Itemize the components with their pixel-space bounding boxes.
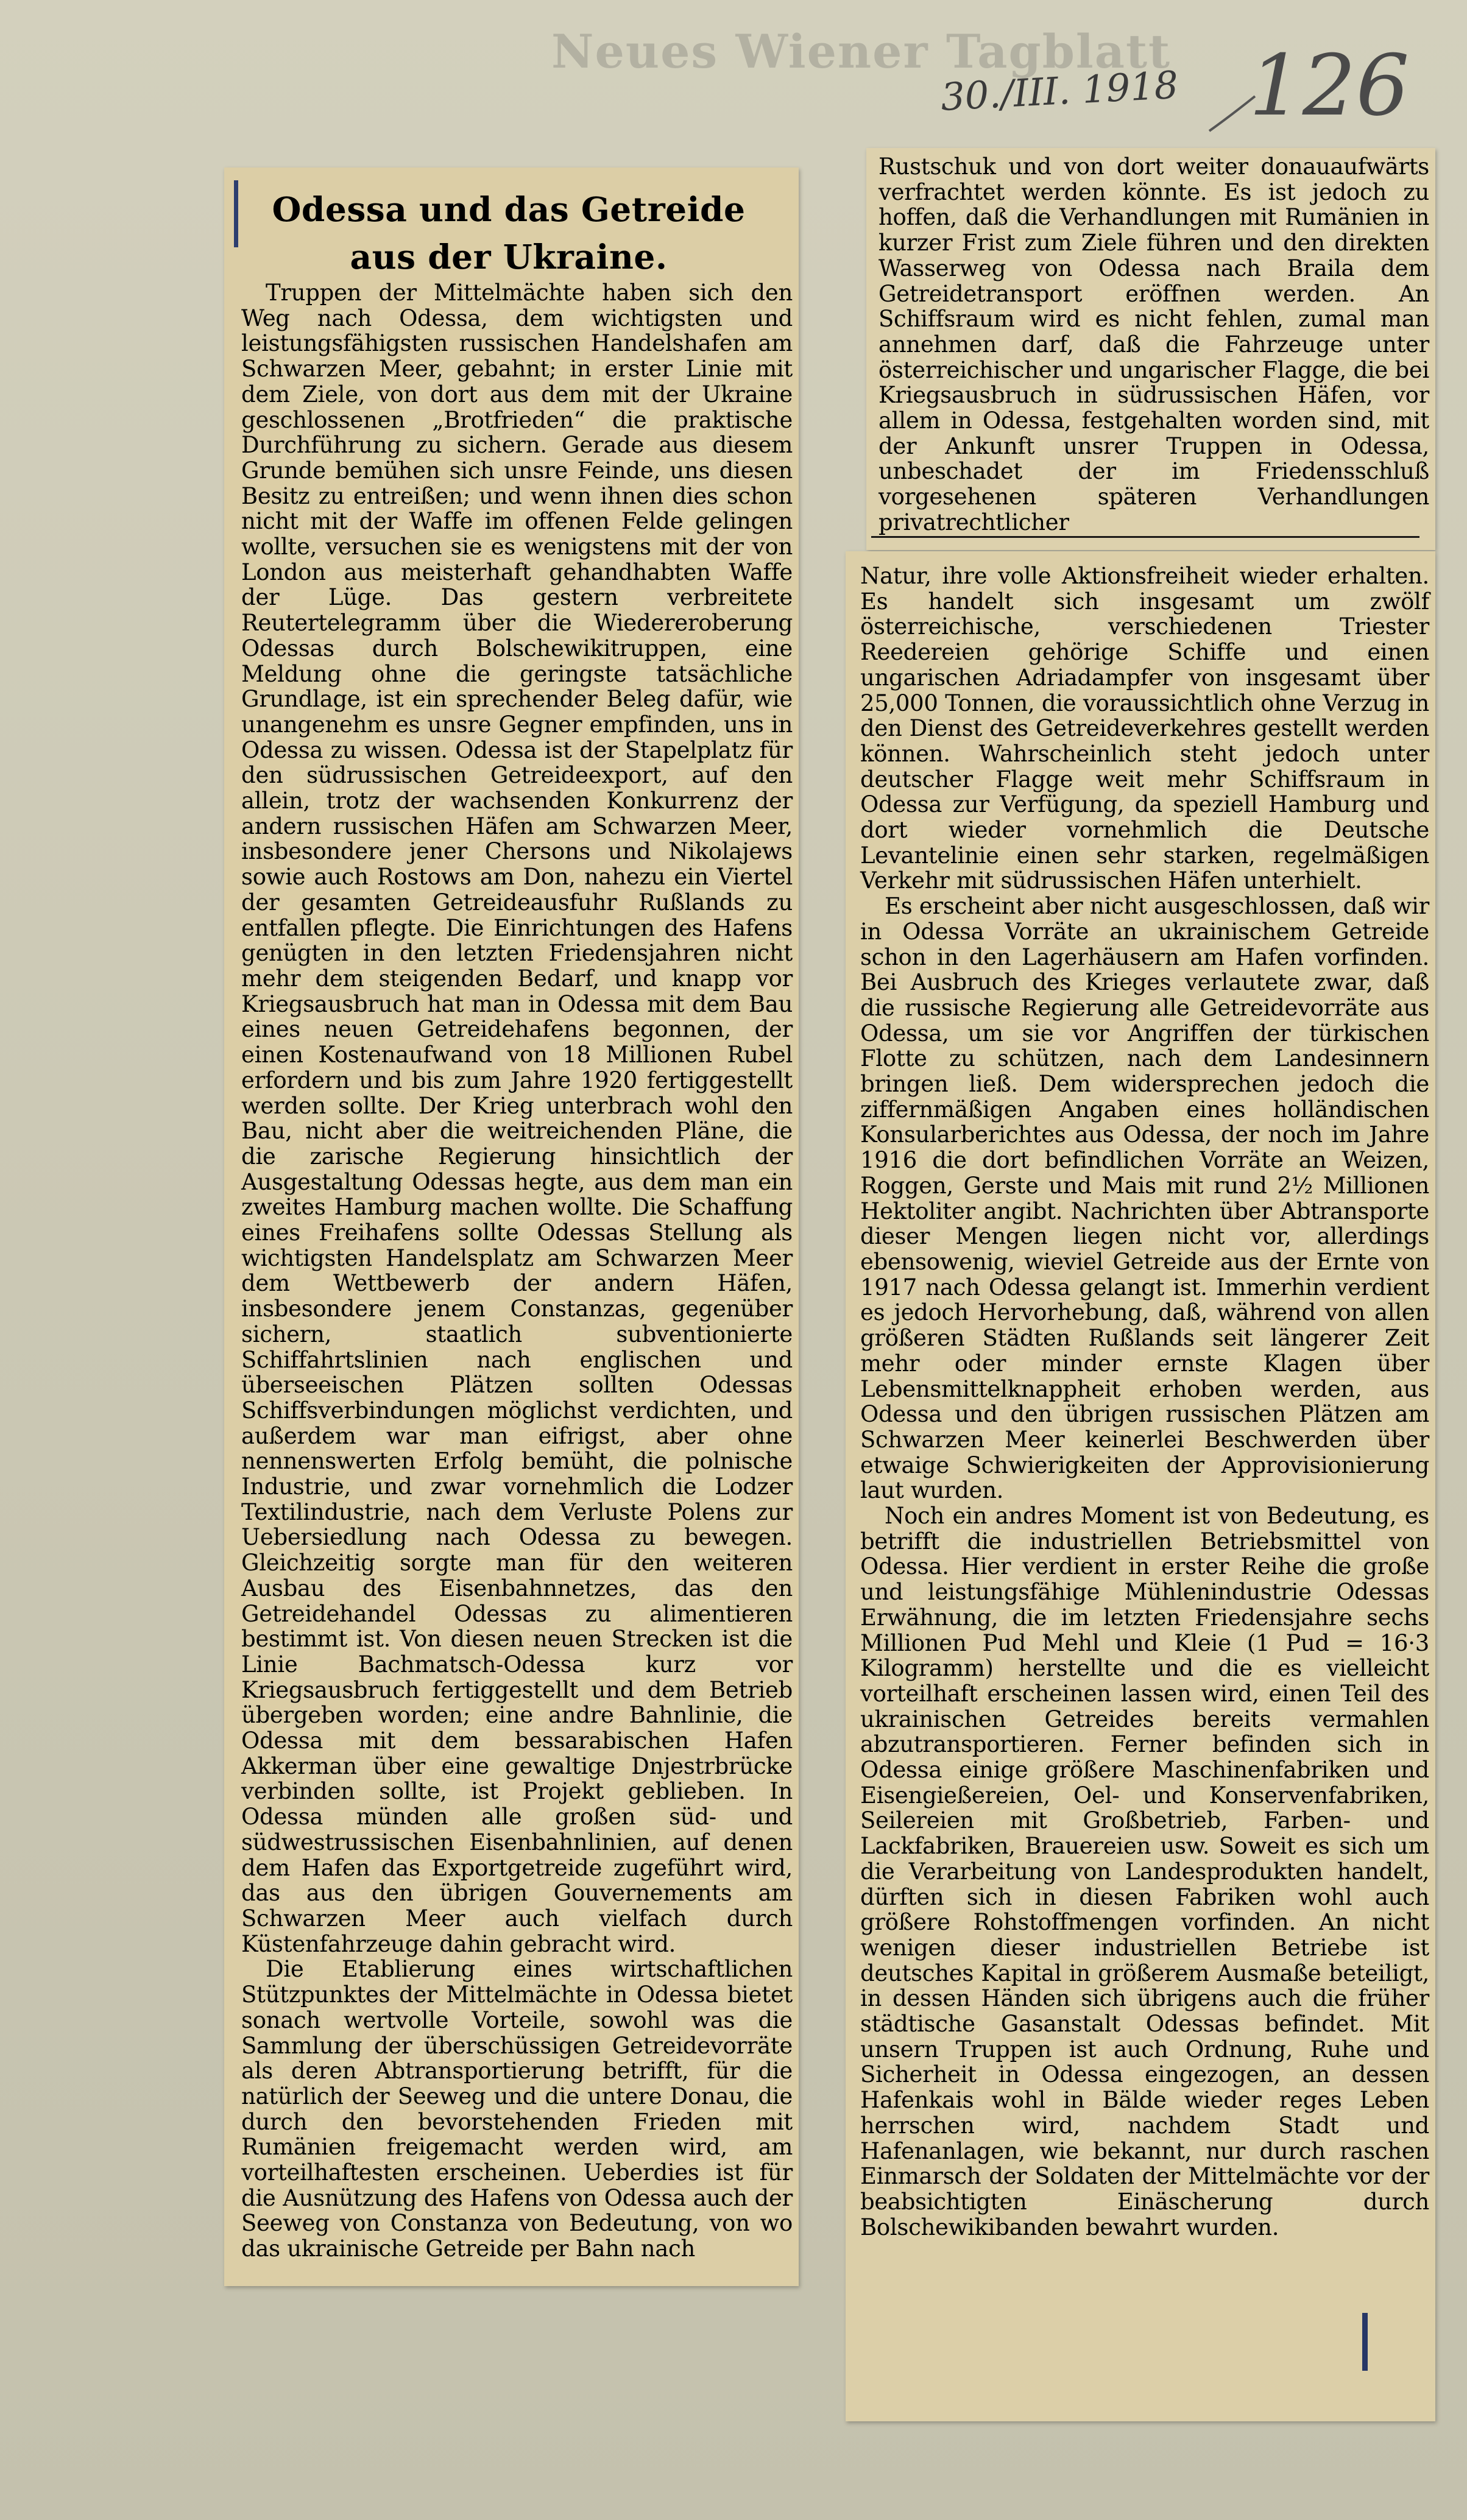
newspaper-name-stamp: Neues Wiener Tagblatt (551, 24, 1172, 79)
underline-rule (871, 536, 1419, 538)
paragraph: Noch ein andres Moment ist von Bedeutung, es betrifft die industriellen Betriebsmittel von Odessa. Hier verdient in erster Reihe die große und leistungsfähige Mühlenindustrie Odessas Erwähnung, die im letzten Friedensjahre sechs Millionen Pud Mehl und Kleie (1 Pud = 16·3 Kilogramm) herstellte und die es vielleicht vorteilhaft erscheinen lassen wird, einen Teil des ukrainischen Getreides bereits vermahlen abzutransportieren. Ferner befinden sich in Odessa einige größere Maschinenfabriken und Eisengießereien, Oel- und Konservenfabriken, Seilereien mit Großbetrieb, Farben- und Lackfabriken, Brauereien usw. Soweit es sich um die Verarbeitung von Landesprodukten handelt, dürften sich in diesen Fabriken wohl auch größere Rohstoffmengen vorfinden. An nicht wenigen dieser industriellen Betriebe ist deutsches Kapital in größerem Ausmaße beteiligt, in dessen Händen sich übrigens auch die früher städtische Gasanstalt Odessas befindet. Mit unsern Truppen ist auch Ordnung, Ruhe und Sicherheit in Odessa eingezogen, an dessen Hafenkais wohl in Bälde wieder reges Leben herrschen wird, nachdem Stadt und Hafenanlagen, wie bekannt, nur durch raschen Einmarsch der Soldaten der Mittelmächte vor der beabsichtigten Einäscherung durch Bolschewikibanden bewahrt wurden. (860, 1503, 1429, 2240)
handwritten-date: 30./III. 1918 (939, 62, 1179, 119)
article-headline: Odessa und das Getreide aus der Ukraine. (272, 189, 746, 277)
paragraph: Truppen der Mittelmächte haben sich den Weg nach Odessa, dem wichtigsten und leistungsfähigsten russischen Handelshafen am Schwarzen Meer, gebahnt; in erster Linie mit dem Ziele, von dort aus dem mit der Ukraine geschlossenen „Brotfrieden“ die praktische Durchführung zu sichern. Gerade aus diesem Grunde bemühen sich unsre Feinde, uns diesen Besitz zu entreißen; und wenn ihnen dies schon nicht mit der Waffe im offenen Felde gelingen wollte, versuchen sie es wenigstens mit der von London aus meisterhaft gehandhabten Waffe der Lüge. Das gestern verbreitete Reutertelegramm über die Wiedereroberung Odessas durch Bolschewikitruppen, eine Meldung ohne die geringste tatsächliche Grundlage, ist ein sprechender Beleg dafür, wie unangenehm es unsre Gegner empfinden, uns in Odessa zu wissen. Odessa ist der Stapelplatz für den südrussischen Getreideexport, auf den allein, trotz der wachsenden Konkurrenz der andern russischen Häfen am Schwarzen Meer, insbesondere jener Chersons und Nikolajews sowie auch Rostows am Don, nahezu ein Viertel der gesamten Getreideausfuhr Rußlands zu entfallen pflegte. Die Einrichtungen des Hafens genügten in den letzten Friedensjahren nicht mehr dem steigenden Bedarf, und knapp vor Kriegsausbruch hat man in Odessa mit dem Bau eines neuen Getreidehafens begonnen, der einen Kostenaufwand von 18 Millionen Rubel erfordern und bis zum Jahre 1920 fertiggestellt werden sollte. Der Krieg unterbrach wohl den Bau, nicht aber die weitreichenden Pläne, die die zarische Regierung hinsichtlich der Ausgestaltung Odessas hegte, aus dem man ein zweites Hamburg machen wollte. Die Schaffung eines Freihafens sollte Odessas Stellung als wichtigsten Handelsplatz am Schwarzen Meer dem Wettbewerb der andern Häfen, insbesondere jenem Constanzas, gegenüber sichern, staatlich subventionierte Schiffahrtslinien nach englischen und überseeischen Plätzen sollten Odessas Schiffsverbindungen möglichst verdichten, und außerdem war man eifrigst, aber ohne nennenswerten Erfolg bemüht, die polnische Industrie, und zwar vornehmlich die Lodzer Textilindustrie, nach dem Verluste Polens zur Uebersiedlung nach Odessa zu bewegen. Gleichzeitig sorgte man für den weiteren Ausbau des Eisenbahnnetzes, das den Getreidehandel Odessas zu alimentieren bestimmt ist. Von diesen neuen Strecken ist die Linie Bachmatsch-Odessa kurz vor Kriegsausbruch fertiggestellt und dem Betrieb übergeben worden; eine andre Bahnlinie, die Odessa mit dem bessarabischen Hafen Akkerman über eine gewaltige Dnjestrbrücke verbinden sollte, ist Projekt geblieben. In Odessa münden alle großen süd- und südwestrussischen Eisenbahnlinien, auf denen dem Hafen das Exportgetreide zugeführt wird, das aus den übrigen Gouvernements am Schwarzen Meer auch vielfach durch Küstenfahrzeuge dahin gebracht wird. (241, 280, 793, 1957)
paragraph: Es erscheint aber nicht ausgeschlossen, daß wir in Odessa Vorräte an ukrainischem Getreide schon in den Lagerhäusern am Hafen vorfinden. Bei Ausbruch des Krieges verlautete zwar, daß die russische Regierung alle Getreidevorräte aus Odessa, um sie vor Angriffen der türkischen Flotte zu schützen, nach dem Landesinnern bringen ließ. Dem widersprechen jedoch die ziffernmäßigen Angaben eines holländischen Konsularberichtes aus Odessa, der noch im Jahre 1916 die dort befindlichen Vorräte an Weizen, Roggen, Gerste und Mais mit rund 2½ Millionen Hektoliter angibt. Nachrichten über Abtransporte dieser Mengen liegen nicht vor, allerdings ebensowenig, wieviel Getreide aus der Ernte von 1917 nach Odessa gelangt ist. Immerhin verdient es jedoch Hervorhebung, daß, während von allen größeren Städten Rußlands seit längerer Zeit mehr oder minder ernste Klagen über Lebensmittelknappheit erhoben werden, aus Odessa und den übrigen russischen Plätzen am Schwarzen Meer keinerlei Beschwerden über etwaige Schwierigkeiten der Approvisionierung laut wurden. (860, 893, 1429, 1504)
paragraph: Natur, ihre volle Aktionsfreiheit wieder erhalten. Es handelt sich insgesamt um zwölf österreichische, verschiedenen Triester Reedereien gehörige Schiffe und einen ungarischen Adriadampfer von insgesamt über 25,000 Tonnen, die voraussichtlich ohne Verzug in den Dienst des Getreideverkehres gestellt werden können. Wahrscheinlich steht jedoch unter deutscher Flagge weit mehr Schiffsraum in Odessa zur Verfügung, da speziell Hamburg und dort wieder vornehmlich die Deutsche Levantelinie einen sehr starken, regelmäßigen Verkehr mit südrussischen Häfen unterhielt. (860, 563, 1429, 894)
handwritten-archive-number: 126 (1249, 37, 1410, 135)
paragraph: Die Etablierung eines wirtschaftlichen Stützpunktes der Mittelmächte in Odessa bietet sonach wertvolle Vorteile, sowohl was die Sammlung der überschüssigen Getreidevorräte als deren Abtransportierung betrifft, für die natürlich der Seeweg und die untere Donau, die durch den bevorstehenden Frieden mit Rumänien freigemacht werden wird, am vorteilhaftesten erscheinen. Ueberdies ist für die Ausnützung des Hafens von Odessa auch der Seeweg von Constanza von Bedeutung, von wo das ukrainische Getreide per Bahn nach (241, 1956, 793, 2262)
right-top-column-text (878, 154, 1429, 538)
blue-pencil-marker (1362, 2313, 1368, 2371)
right-bottom-column-text (860, 563, 1429, 2409)
left-column-text (241, 280, 793, 2272)
paragraph: Rustschuk und von dort weiter donauaufwärts verfrachtet werden könnte. Es ist jedoch zu hoffen, daß die Verhandlungen mit Rumänien in kurzer Frist zum Ziele führen und den direkten Wasserweg von Odessa nach Braila dem Getreidetransport eröffnen werden. An Schiffsraum wird es nicht fehlen, zumal man annehmen darf, daß die Fahrzeuge unter österreichischer und ungarischer Flagge, die bei Kriegsausbruch in südrussischen Häfen, vor allem in Odessa, festgehalten worden sind, mit der Ankunft unsrer Truppen in Odessa, unbeschadet der im Friedensschluß vorgesehenen späteren Verhandlungen privatrechtlicher (878, 154, 1429, 535)
pencil-stroke-mark (1206, 91, 1279, 134)
